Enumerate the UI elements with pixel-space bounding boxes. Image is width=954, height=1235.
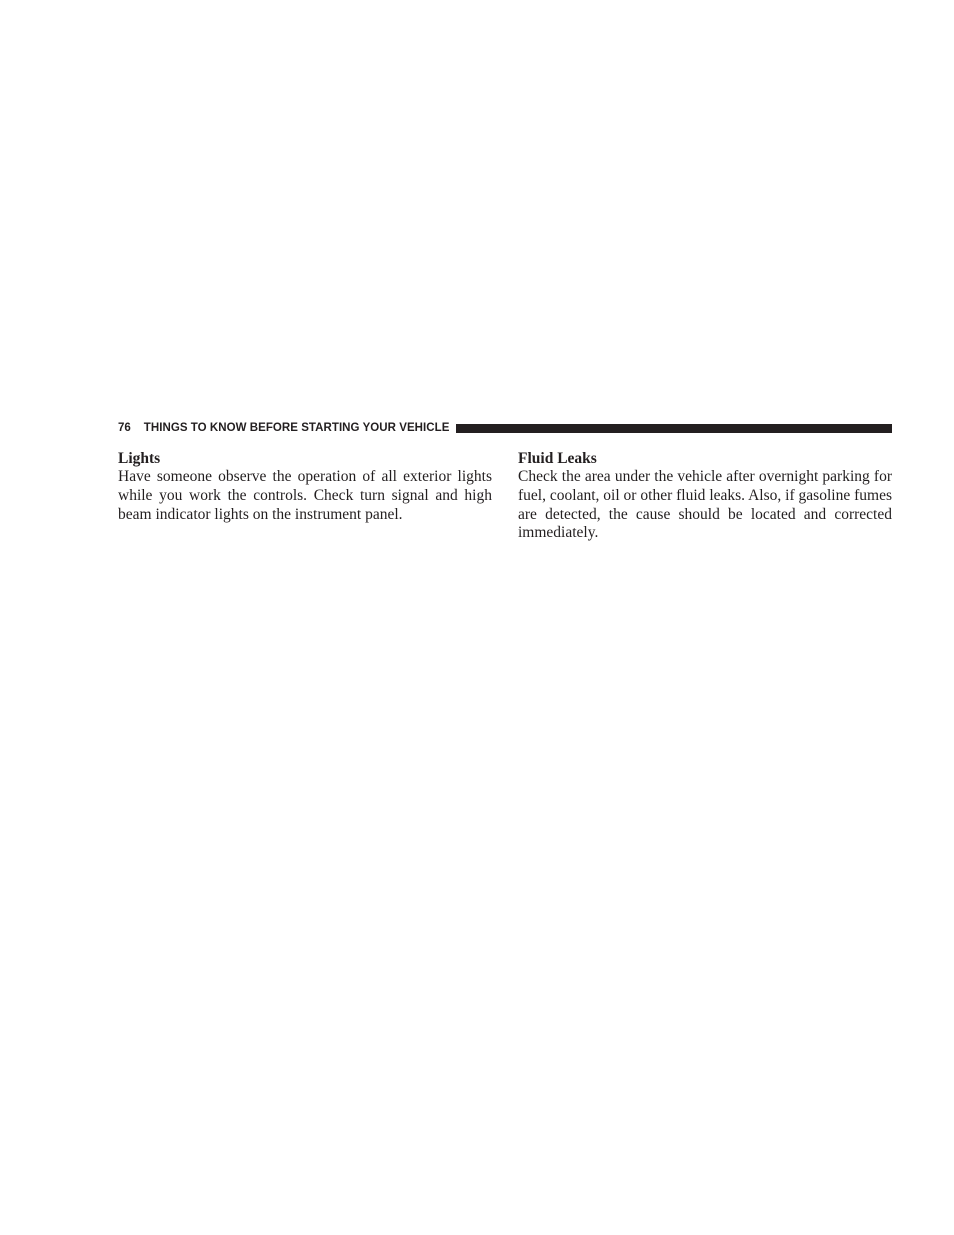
page-number: 76 [118,422,131,434]
section-heading: Fluid Leaks [518,450,597,467]
section-body: Have someone observe the operation of all exterior lights while you work the controls. Check turn signal and high beam indicator lights on the instrument panel. [118,468,492,523]
section-fluid-leaks [518,449,892,543]
section-lights [118,449,492,524]
page-header [118,420,892,436]
section-title: THINGS TO KNOW BEFORE STARTING YOUR VEHICLE [143,422,450,434]
section-body: Check the area under the vehicle after overnight parking for fuel, coolant, oil or other fluid leaks. Also, if gasoline fumes are detected, the cause should be located and corrected immediately. [518,468,892,542]
header-rule [456,424,892,433]
section-heading: Lights [118,450,161,467]
